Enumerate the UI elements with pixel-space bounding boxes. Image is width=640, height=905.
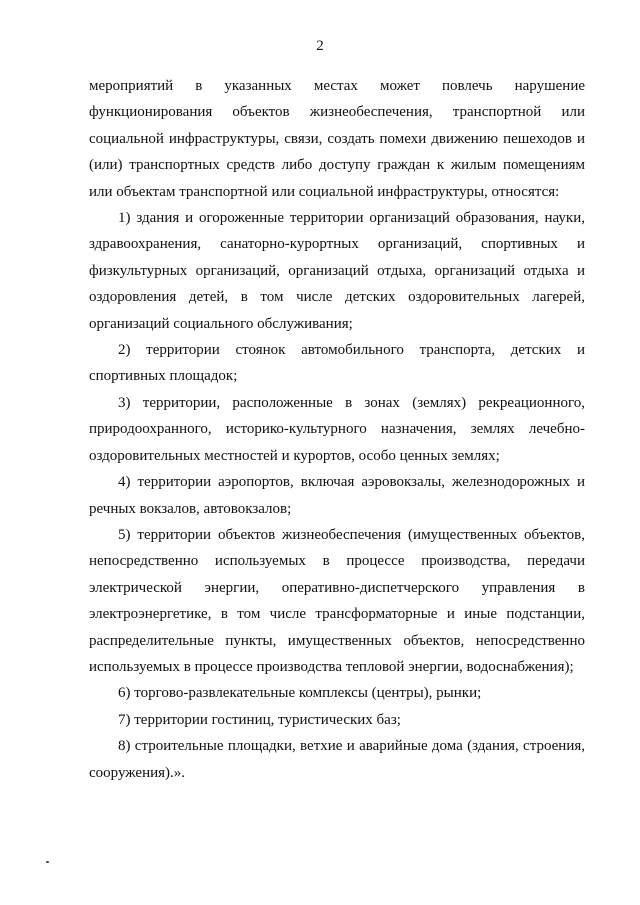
list-item-5: 5) территории объектов жизнеобеспечения (имущественных объектов, непосредственно используемых в процессе производства, передачи электрической энергии, оперативно-диспетчерского управления в электроэнергетике, в том числе трансформаторные и иные подстанции, распределительные пункты, имущественных объектов, непосредственно используемых в процессе производства тепловой энергии, водоснабжения); [89,526,585,675]
list-item-2: 2) территории стоянок автомобильного транспорта, детских и спортивных площадок; [89,342,585,385]
list-item-1: 1) здания и огороженные территории организаций образования, науки, здравоохранения, санаторно-курортных организаций, спортивных и физкультурных организаций, организаций отдыха, организаций отдыха и оздоровления детей, в том числе детских оздоровительных лагерей, организаций социального обслуживания; [89,210,585,332]
document-body [89,73,585,786]
list-item-6: 6) торгово-развлекательные комплексы (центры), рынки; [118,685,482,702]
intro-paragraph: мероприятий в указанных местах может повлечь нарушение функционирования объектов жизнеобеспечения, транспортной или социальной инфраструктуры, связи, создать помехи движению пешеходов и (или) транспортных средств либо доступу граждан к жилым помещениям или объектам транспортной или социальной инфраструктуры, относятся: [89,78,585,200]
list-item-3: 3) территории, расположенные в зонах (землях) рекреационного, природоохранного, историко-культурного назначения, землях лечебно-оздоровительных местностей и курортов, особо ценных землях; [89,394,585,464]
list-item-8: 8) строительные площадки, ветхие и аварийные дома (здания, строения, сооружения).». [89,738,585,781]
page-number: 2 [316,38,324,54]
list-item-7: 7) территории гостиниц, туристических баз; [118,711,401,728]
list-item-4: 4) территории аэропортов, включая аэровокзалы, железнодорожных и речных вокзалов, автовокзалов; [89,474,585,517]
scan-speck [46,861,49,863]
